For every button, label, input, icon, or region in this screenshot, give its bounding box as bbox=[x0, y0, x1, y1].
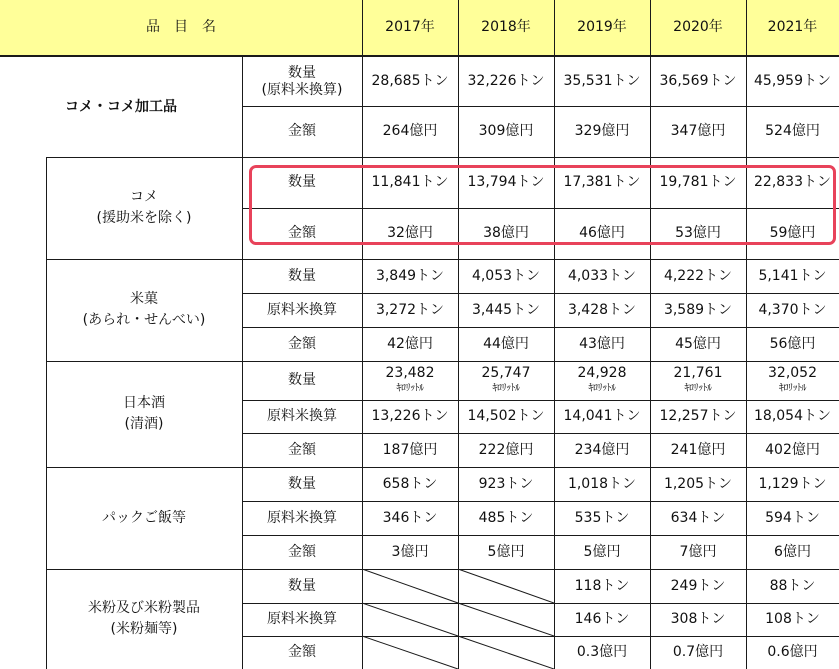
table-cell: 308トン bbox=[670, 611, 726, 627]
category-name-crackers bbox=[46, 259, 242, 361]
table-cell: 32億円 bbox=[387, 225, 433, 241]
category-name-total: コメ・コメ加工品 bbox=[65, 98, 177, 115]
row-label: 数量 bbox=[288, 174, 316, 190]
category-name-line: 日本酒 bbox=[123, 395, 165, 411]
table-cell: 19,781トン bbox=[659, 174, 737, 190]
table-cell: 485トン bbox=[478, 509, 534, 526]
cell-value: 32,052 bbox=[768, 364, 817, 381]
table-cell: 346トン bbox=[382, 509, 438, 526]
table-cell: 7億円 bbox=[679, 543, 717, 560]
table-cell: 524億円 bbox=[765, 123, 820, 139]
table-cell: 56億円 bbox=[769, 335, 816, 352]
table-cell: 36,569トン bbox=[659, 73, 737, 89]
table-cell: 46億円 bbox=[579, 225, 625, 241]
table-cell: 42億円 bbox=[387, 335, 433, 352]
table-cell: 1,018トン bbox=[567, 475, 637, 492]
table-cell: 146トン bbox=[574, 611, 630, 627]
row-label: 原料米換算 bbox=[267, 611, 337, 627]
table-cell: 634トン bbox=[670, 509, 726, 526]
row-label: 数量 bbox=[288, 372, 316, 388]
table-cell: 28,685トン bbox=[371, 73, 449, 89]
category-name-line: (援助米を除く) bbox=[96, 210, 192, 226]
table-cell: 88トン bbox=[769, 577, 816, 594]
table-cell: 329億円 bbox=[574, 123, 630, 139]
year-header-2021: 2021年 bbox=[767, 19, 818, 35]
table-cell: 12,257トン bbox=[659, 408, 737, 424]
empty-cell-diagonal bbox=[362, 569, 554, 669]
table-cell bbox=[362, 361, 458, 400]
table-cell: 118トン bbox=[574, 577, 630, 594]
table-cell: 4,033トン bbox=[567, 267, 637, 284]
table-cell: 43億円 bbox=[579, 335, 625, 352]
table-cell bbox=[458, 361, 554, 400]
category-name-line: コメ bbox=[130, 189, 158, 205]
table-cell: 3,272トン bbox=[375, 301, 445, 318]
row-label: 金額 bbox=[288, 123, 316, 139]
table-cell: 5億円 bbox=[487, 543, 525, 560]
table-cell: 108トン bbox=[765, 611, 820, 627]
table-cell: 13,794トン bbox=[467, 174, 545, 190]
table-cell: 13,226トン bbox=[371, 408, 449, 424]
year-header-2020: 2020年 bbox=[673, 19, 723, 35]
row-label: 原料米換算 bbox=[267, 301, 337, 318]
category-name-line: (あられ・せんべい) bbox=[82, 312, 206, 328]
table-cell: 923トン bbox=[478, 475, 534, 492]
table-cell: 14,041トン bbox=[563, 408, 641, 424]
table-cell: 17,381トン bbox=[563, 174, 641, 190]
table-cell: 18,054トン bbox=[754, 408, 831, 424]
table-cell: 402億円 bbox=[765, 441, 820, 458]
table-cell: 347億円 bbox=[670, 123, 726, 139]
table-cell bbox=[650, 361, 746, 400]
row-label: 原料米換算 bbox=[267, 509, 337, 526]
category-name-packed-rice: パックご飯等 bbox=[102, 509, 186, 526]
table-cell: 594トン bbox=[765, 509, 820, 526]
table-cell: 0.7億円 bbox=[672, 644, 724, 660]
table-cell: 3,589トン bbox=[663, 301, 733, 318]
cell-unit: ｷﾛﾘｯﾄﾙ bbox=[779, 382, 806, 394]
row-label: 金額 bbox=[288, 543, 316, 560]
table-cell: 658トン bbox=[382, 475, 438, 492]
cell-unit: ｷﾛﾘｯﾄﾙ bbox=[396, 382, 424, 394]
table-cell: 264億円 bbox=[382, 123, 438, 139]
table-cell: 5,141トン bbox=[758, 267, 827, 284]
table-cell: 3,445トン bbox=[471, 301, 541, 318]
table-cell: 234億円 bbox=[574, 441, 630, 458]
table-cell: 11,841トン bbox=[371, 174, 449, 190]
cell-value: 24,928 bbox=[577, 364, 627, 381]
year-header-2018: 2018年 bbox=[481, 19, 531, 35]
row-label: 数量 bbox=[288, 577, 316, 594]
category-name-line: (清酒) bbox=[124, 416, 164, 432]
table-cell: 14,502トン bbox=[467, 408, 545, 424]
category-name-rice-flour bbox=[46, 569, 242, 669]
table-cell: 32,226トン bbox=[467, 73, 545, 89]
row-label bbox=[242, 57, 362, 106]
table-cell: 5億円 bbox=[583, 543, 621, 560]
table-cell: 53億円 bbox=[675, 225, 721, 241]
category-name-line: 米粉及び米粉製品 bbox=[88, 600, 200, 616]
row-label: 原料米換算 bbox=[267, 408, 337, 424]
category-name-rice bbox=[46, 157, 242, 271]
cell-unit: ｷﾛﾘｯﾄﾙ bbox=[684, 382, 712, 394]
category-name-line: 米菓 bbox=[130, 291, 158, 307]
table-cell: 22,833トン bbox=[754, 174, 831, 190]
category-name-sake bbox=[46, 361, 242, 467]
row-label-line: (原料米換算) bbox=[261, 81, 343, 98]
table-cell: 4,222トン bbox=[663, 267, 733, 284]
category-name-line: (米粉麺等) bbox=[110, 621, 178, 637]
table-cell: 45,959トン bbox=[754, 73, 831, 89]
table-cell: 535トン bbox=[574, 509, 630, 526]
table-cell: 3億円 bbox=[391, 543, 429, 560]
row-label: 金額 bbox=[288, 225, 316, 241]
year-header-2019: 2019年 bbox=[577, 19, 627, 35]
row-label: 金額 bbox=[288, 335, 316, 352]
table-cell: 35,531トン bbox=[563, 73, 641, 89]
table-cell bbox=[554, 361, 650, 400]
table-cell: 187億円 bbox=[382, 441, 438, 458]
table-cell: 3,849トン bbox=[375, 267, 445, 284]
row-label: 数量 bbox=[288, 267, 316, 284]
row-label-line: 数量 bbox=[288, 64, 316, 81]
table-cell: 59億円 bbox=[769, 225, 816, 241]
table-cell: 4,370トン bbox=[758, 301, 827, 318]
table-cell: 45億円 bbox=[675, 335, 721, 352]
item-name-header: 品 目 名 bbox=[146, 19, 216, 35]
cell-unit: ｷﾛﾘｯﾄﾙ bbox=[588, 382, 616, 394]
row-label: 金額 bbox=[288, 644, 316, 660]
highlight-box bbox=[249, 165, 836, 245]
table-cell: 309億円 bbox=[478, 123, 534, 139]
table-cell: 4,053トン bbox=[471, 267, 541, 284]
table-cell: 0.3億円 bbox=[576, 644, 628, 660]
cell-value: 21,761 bbox=[673, 364, 723, 381]
table-cell: 38億円 bbox=[483, 225, 529, 241]
table-cell: 6億円 bbox=[774, 543, 811, 560]
table-cell: 1,205トン bbox=[663, 475, 733, 492]
row-label: 数量 bbox=[288, 475, 316, 492]
cell-value: 25,747 bbox=[481, 364, 531, 381]
cell-unit: ｷﾛﾘｯﾄﾙ bbox=[492, 382, 520, 394]
table-cell: 241億円 bbox=[670, 441, 726, 458]
table-cell: 249トン bbox=[670, 577, 726, 594]
row-label: 金額 bbox=[288, 441, 316, 458]
table-cell: 1,129トン bbox=[758, 475, 827, 492]
cell-value: 23,482 bbox=[385, 364, 435, 381]
table-cell: 3,428トン bbox=[567, 301, 637, 318]
table-cell bbox=[746, 361, 839, 400]
table-cell: 44億円 bbox=[483, 335, 529, 352]
table-cell: 0.6億円 bbox=[767, 644, 818, 660]
year-header-2017: 2017年 bbox=[385, 19, 435, 35]
table-cell: 222億円 bbox=[478, 441, 534, 458]
